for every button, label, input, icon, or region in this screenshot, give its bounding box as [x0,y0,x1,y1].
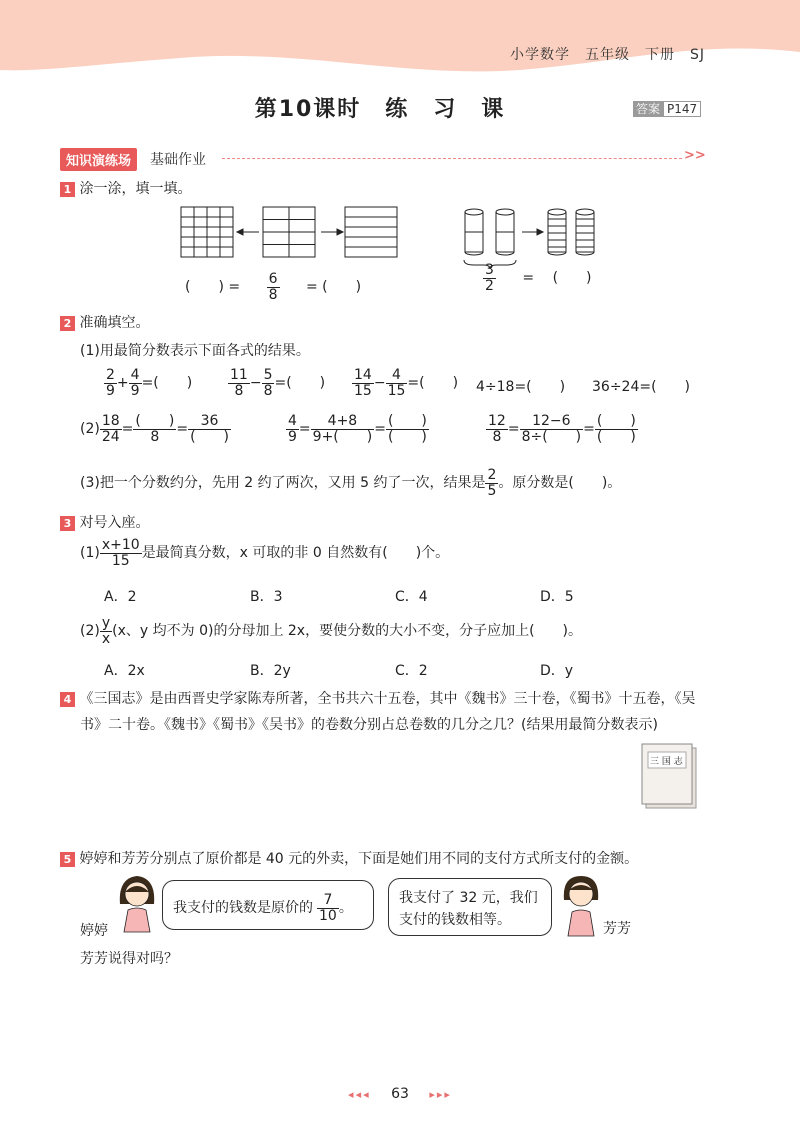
q4-line1: 4 《三国志》是由西晋史学家陈寿所著，全书共六十五卷，其中《魏书》三十卷，《蜀书》十五卷，《吴 [60,688,695,708]
q2-expr-e[interactable]: 36÷24=( ) [592,379,691,395]
header-text: 小学数学 五年级 下册 SJ [509,47,705,63]
page-number: 63 [391,1086,409,1102]
book-illustration [640,742,700,810]
equals-sign: = [522,270,535,287]
q1-right-equation [483,263,592,293]
name-fangfang: 芳芳 [603,921,631,937]
page-title: 第10课时 练 习 课 [254,97,506,122]
q1-left-equation [185,272,361,302]
q1-blank-1[interactable]: ( ) [185,279,224,296]
q1-blank-2[interactable]: ( ) [322,279,362,296]
answer-badge[interactable]: 答案 P147 [633,100,701,117]
q3-s1-option-a[interactable]: A．2 [104,589,137,605]
q3-s2-option-a[interactable]: A．2x [104,663,145,679]
q1-heading [60,178,191,198]
q2-part2-a[interactable]: (2) $\frac{18}{24}$ = $\frac{( )}{8}$ = $\frac{36}{( )}$ [80,413,230,445]
q1-text: 涂一涂，填一填。 [79,181,192,197]
section-tag: 知识演练场 [60,148,137,171]
q5-number: 5 [60,852,75,867]
section-arrow: >> [684,148,706,163]
q3-sub2[interactable]: (2) $\frac{y}{x}$ (x、y 均不为 0)的分母加上 2x，要使分数的大小不变，分子应加上( )。 [80,615,583,647]
q3-number: 3 [60,516,75,531]
q2-part2-b[interactable]: $\frac{4}{9}$ = $\frac{4+8}{9+( )}$ = $\frac{( )}{( )}$ [288,413,427,445]
q2-expr-b[interactable]: $\frac{11}{8}$ − $\frac{5}{8}$ =( ) [230,367,326,399]
q3-s2-option-b[interactable]: B．2y [250,663,291,679]
q3-sub1[interactable]: (1) $\frac{x+10}{15}$ 是最简真分数，x 可取的非 0 自然数有( )个。 [80,537,450,569]
q3-heading [60,512,149,532]
q1-blank-3[interactable]: ( ) [552,270,592,287]
q2-expr-a[interactable]: $\frac{2}{9}$ + $\frac{4}{9}$ =( ) [106,367,193,399]
equals-sign: = [228,279,241,296]
q2-heading [60,312,149,332]
name-tingting: 婷婷 [80,923,108,939]
header-band [0,0,800,80]
q1-number: 1 [60,182,75,197]
section-subtitle: 基础作业 [150,152,206,168]
prev-arrows-icon[interactable]: ◂◂◂ [348,1088,371,1101]
speech-bubble-tingting [162,880,374,930]
fraction-3-2: $\frac{3}{2}$ [485,262,494,294]
q2-expr-d[interactable]: 4÷18=( ) [476,379,566,395]
q2-expr-c[interactable]: $\frac{14}{15}$ − $\frac{4}{15}$ =( ) [354,367,459,399]
q2-number: 2 [60,316,75,331]
bubble-tingting-text: 我支付的钱数是原价的 $\frac{7}{10}$ 。 [173,892,353,924]
q2-part3[interactable]: (3)把一个分数约分，先用 2 约了两次，又用 5 约了一次，结果是 $\frac{2}{5}$ 。原分数是( )。 [80,467,622,499]
q2-text: 准确填空。 [79,315,150,331]
q1-cylinder-figures[interactable] [460,204,610,270]
bubble-fangfang-line2: 支付的钱数相等。 [399,912,511,928]
q2-part1-text: (1)用最简分数表示下面各式的结果。 [80,343,310,359]
q3-s1-option-d[interactable]: D．5 [540,589,574,605]
q3-s1-option-b[interactable]: B．3 [250,589,283,605]
book-title: 三 国 志 [650,757,683,767]
q3-text: 对号入座。 [79,515,150,531]
q3-s1-option-c[interactable]: C．4 [395,589,428,605]
q2-part2-c[interactable]: $\frac{12}{8}$ = $\frac{12-6}{8\div( )}$ = $\frac{( )}{( )}$ [488,413,636,445]
girl-tingting-illustration [112,870,162,934]
page-footer [0,1086,800,1102]
q3-s2-option-c[interactable]: C．2 [395,663,428,679]
q4-line2: 书》二十卷。《魏书》《蜀书》《吴书》的卷数分别占总卷数的几分之几？(结果用最简分数表示) [80,717,658,733]
next-arrows-icon[interactable]: ▸▸▸ [429,1088,452,1101]
q1-grid-figures[interactable] [175,204,415,264]
bubble-fangfang-line1: 我支付了 32 元，我们 [399,890,538,906]
q4-number: 4 [60,692,75,707]
section-divider [222,158,682,159]
girl-fangfang-illustration [556,870,606,938]
equals-sign: = [305,279,318,296]
q5-heading: 5 婷婷和芳芳分别点了原价都是 40 元的外卖，下面是她们用不同的支付方式所支付的金额。 [60,848,638,868]
q3-s2-option-d[interactable]: D．y [540,663,574,679]
q5-question: 芳芳说得对吗？ [80,951,178,967]
speech-bubble-fangfang [388,878,552,936]
fraction-6-8: $\frac{6}{8}$ [268,271,278,303]
